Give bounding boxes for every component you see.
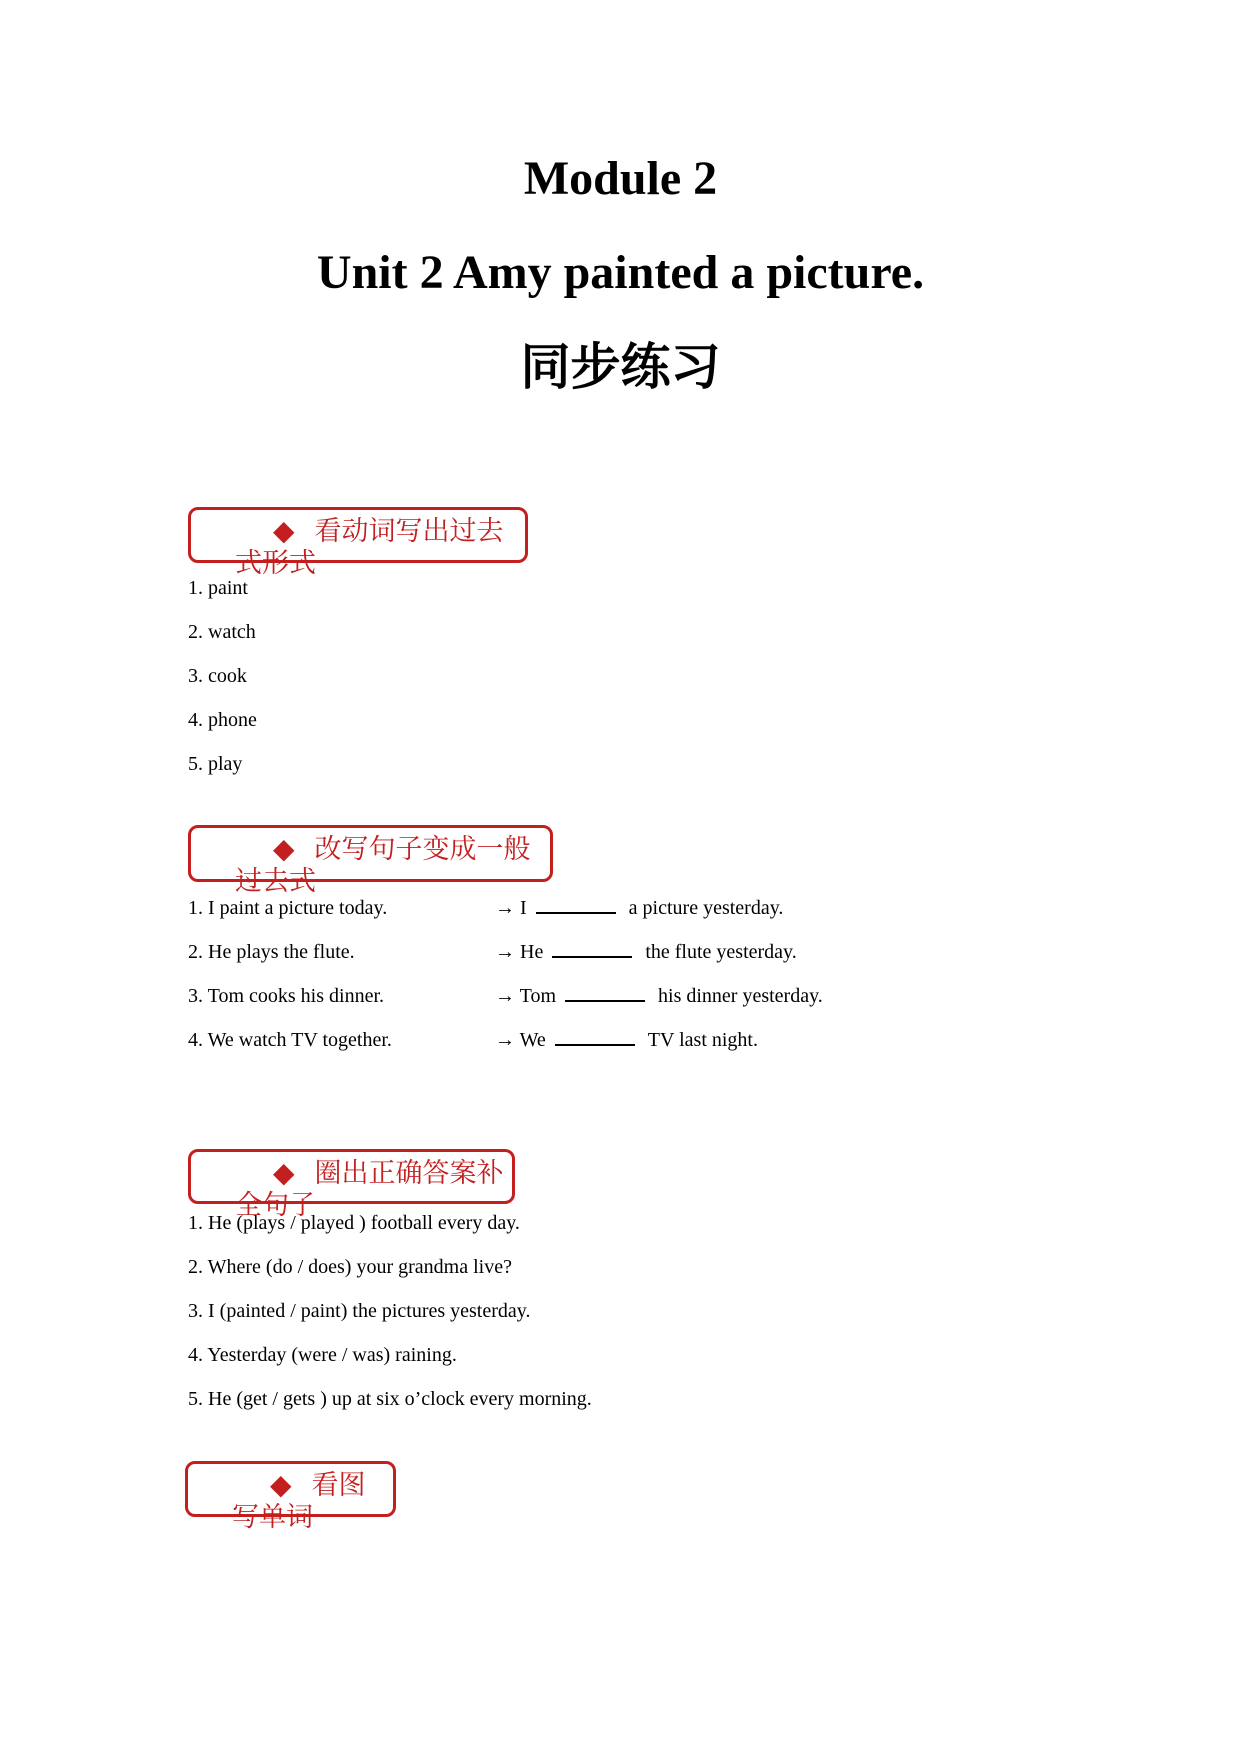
section1-header-line2: 式形式: [235, 548, 316, 578]
sentence-tail: TV last night.: [647, 1029, 758, 1051]
choice-item: 2. Where (do / does) your grandma live?: [188, 1256, 512, 1278]
rewrite-row: [0, 896, 1241, 924]
section4-header-box: [185, 1461, 396, 1532]
source-sentence: 3. Tom cooks his dinner.: [188, 985, 385, 1007]
verb-item: 5. play: [188, 753, 243, 775]
rewrite-row: [0, 984, 1241, 1012]
source-sentence: 2. He plays the flute.: [188, 941, 355, 963]
section1-header-box: [188, 507, 528, 578]
sentence-tail: his dinner yesterday.: [658, 985, 823, 1007]
section2-header-box: [188, 825, 553, 896]
source-sentence: 4. We watch TV together.: [188, 1029, 392, 1051]
page-title-unit: Unit 2 Amy painted a picture.: [316, 246, 925, 299]
choice-item: 5. He (get / gets ) up at six o’clock every morning.: [188, 1388, 592, 1410]
arrow-and-subject: → I: [495, 897, 527, 919]
page-title-subtitle: 同步练习: [520, 339, 721, 395]
rewritten-sentence: [495, 984, 823, 1008]
diamond-icon: ◆: [273, 514, 295, 547]
section3-header-box: [188, 1149, 515, 1220]
choice-item: 4. Yesterday (were / was) raining.: [188, 1344, 457, 1366]
section1-title: 看动词写出过去: [314, 516, 504, 546]
answer-blank: [552, 941, 632, 958]
section4-title: 看图: [311, 1470, 366, 1500]
rewrite-row: [0, 1028, 1241, 1056]
section2-header-line1: [191, 828, 550, 866]
section4-header-line1: [188, 1464, 393, 1502]
arrow-and-subject: → We: [495, 1029, 546, 1051]
diamond-icon: ◆: [273, 1156, 295, 1189]
page-title-module: Module 2: [523, 152, 718, 205]
verb-item: 2. watch: [188, 621, 256, 643]
sentence-tail: a picture yesterday.: [628, 897, 784, 919]
section1-header-line1: [191, 510, 525, 548]
rewrite-row: [0, 940, 1241, 968]
answer-blank: [555, 1029, 635, 1046]
sentence-tail: the flute yesterday.: [645, 941, 797, 963]
section3-header-line2: 全句子: [235, 1190, 316, 1220]
section3-header-line1: [191, 1152, 512, 1190]
answer-blank: [536, 897, 616, 914]
choice-item: 1. He (plays / played ) football every day.: [188, 1212, 520, 1234]
choice-item: 3. I (painted / paint) the pictures yesterday.: [188, 1300, 531, 1322]
verb-item: 4. phone: [188, 709, 257, 731]
rewritten-sentence: [495, 1028, 758, 1052]
section3-title: 圈出正确答案补: [314, 1158, 504, 1188]
diamond-icon: ◆: [270, 1468, 292, 1501]
verb-item: 3. cook: [188, 665, 247, 687]
arrow-and-subject: → He: [495, 941, 544, 963]
section4-header-line2: 写单词: [232, 1502, 313, 1532]
source-sentence: 1. I paint a picture today.: [188, 897, 388, 919]
answer-blank: [565, 985, 645, 1002]
section2-header-line2: 过去式: [235, 866, 316, 896]
arrow-and-subject: → Tom: [495, 985, 557, 1007]
rewritten-sentence: [495, 896, 783, 920]
diamond-icon: ◆: [273, 832, 295, 865]
verb-item: 1. paint: [188, 577, 248, 599]
rewritten-sentence: [495, 940, 797, 964]
section2-title: 改写句子变成一般: [314, 834, 531, 864]
